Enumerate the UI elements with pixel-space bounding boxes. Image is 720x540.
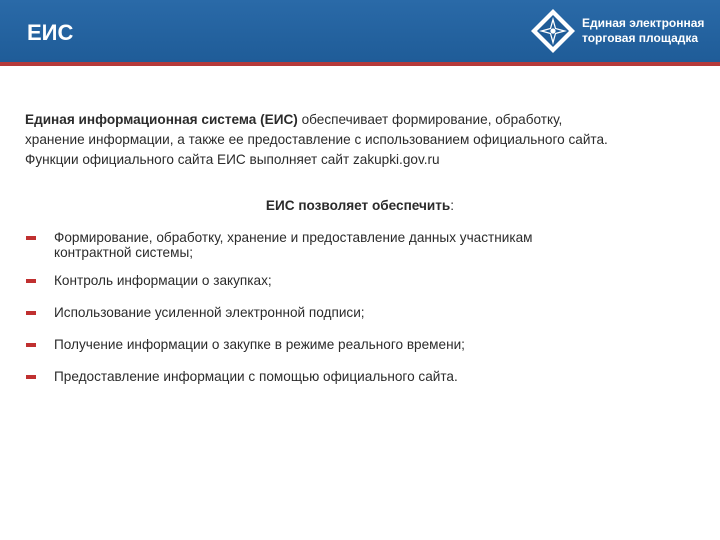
accent-divider (0, 62, 720, 66)
list-heading-text: ЕИС позволяет обеспечить (265, 198, 451, 213)
logo (530, 8, 710, 54)
logo-text (582, 16, 704, 46)
list-item (26, 337, 686, 352)
bullet-icon (26, 343, 36, 347)
feature-list (26, 230, 686, 384)
list-item (26, 369, 686, 384)
intro-paragraph (25, 110, 715, 170)
bullet-icon (26, 311, 36, 315)
bullet-icon (26, 375, 36, 379)
list-item (26, 230, 686, 260)
list-item (26, 305, 686, 320)
list-heading (0, 198, 720, 213)
intro-line-1 (25, 110, 715, 130)
bullet-icon (26, 236, 36, 240)
bullet-icon (26, 279, 36, 283)
list-item-text: Получение информации о закупке в режиме реального времени; (54, 337, 465, 352)
list-item-text: Контроль информации о закупках; (54, 273, 272, 288)
list-item-text: Предоставление информации с помощью официального сайта. (54, 369, 458, 384)
list-item (26, 273, 686, 288)
list-item-text-continued: контрактной системы; (54, 245, 193, 260)
list-item-text: Формирование, обработку, хранение и предоставление данных участникам (54, 230, 533, 245)
page-title: ЕИС (27, 20, 74, 45)
list-heading-colon: : (450, 198, 455, 213)
star-diamond-logo-icon (530, 8, 576, 54)
intro-line-1-rest: обеспечивает формирование, обработку, (297, 112, 563, 127)
intro-bold-term: Единая информационная система (ЕИС) (25, 112, 298, 127)
header-bar (0, 0, 720, 62)
intro-line-2: хранение информации, а также ее предоставление с использованием официального сайта. (25, 132, 608, 147)
logo-line-2: торговая площадка (582, 31, 699, 45)
list-item-text: Использование усиленной электронной подписи; (54, 305, 365, 320)
logo-line-1: Единая электронная (582, 16, 705, 30)
intro-line-3: Функции официального сайта ЕИС выполняет сайт zakupki.gov.ru (25, 152, 440, 167)
